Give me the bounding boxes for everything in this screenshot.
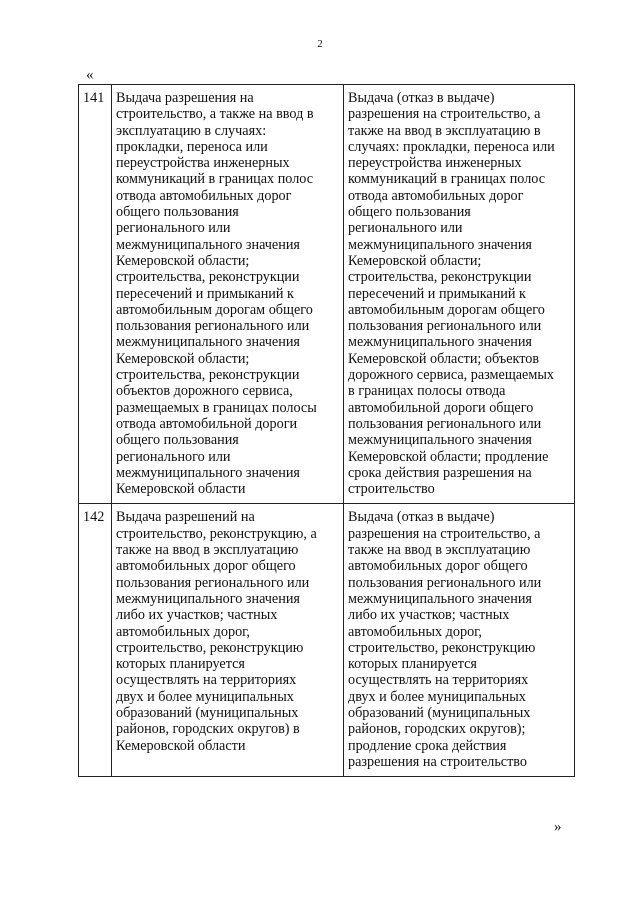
table-row — [79, 85, 575, 504]
row-number: 142 — [79, 504, 112, 777]
service-result: Выдача (отказ в выдаче) разрешения на строительство, а также на ввод в эксплуатацию в случаях: прокладки, переноса или переустройства инженерных коммуникаций в границах полос отвода автомобильных дорог общего пользования регионального или межмуниципального значения Кемеровской области; строительства, реконструкции пересечений и примыканий к автомобильным дорогам общего пользования регионального или межмуниципального значения Кемеровской области; объектов дорожного сервиса, размещаемых в границах полосы отвода автомобильной дороги общего пользования регионального или межмуниципального значения Кемеровской области; продление срока действия разрешения на строительство — [344, 85, 575, 504]
opening-quote-mark: « — [86, 67, 94, 83]
service-result: Выдача (отказ в выдаче) разрешения на строительство, а также на ввод в эксплуатацию автомобильных дорог общего пользования регионального или межмуниципального значения либо их участков; частных автомобильных дорог, строительство, реконструкцию которых планируется осуществлять на территориях двух и более муниципальных образований (муниципальных районов, городских округов); продление срока действия разрешения на строительство — [344, 504, 575, 777]
service-description: Выдача разрешения на строительство, а также на ввод в эксплуатацию в случаях: прокладки, переноса или переустройства инженерных коммуникаций в границах полос отвода автомобильных дорог общего пользования регионального или межмуниципального значения Кемеровской области; строительства, реконструкции пересечений и примыканий к автомобильным дорогам общего пользования регионального или межмуниципального значения Кемеровской области; строительства, реконструкции объектов дорожного сервиса, размещаемых в границах полосы отвода автомобильной дороги общего пользования регионального или межмуниципального значения Кемеровской области — [112, 85, 344, 504]
table-row — [79, 504, 575, 777]
service-description: Выдача разрешений на строительство, реконструкцию, а также на ввод в эксплуатацию автомобильных дорог общего пользования регионального или межмуниципального значения либо их участков; частных автомобильных дорог, строительство, реконструкцию которых планируется осуществлять на территориях двух и более муниципальных образований (муниципальных районов, городских округов) в Кемеровской области — [112, 504, 344, 777]
services-table — [78, 84, 575, 777]
page-number: 2 — [317, 38, 323, 50]
row-number: 141 — [79, 85, 112, 504]
closing-quote-mark: » — [554, 819, 562, 835]
